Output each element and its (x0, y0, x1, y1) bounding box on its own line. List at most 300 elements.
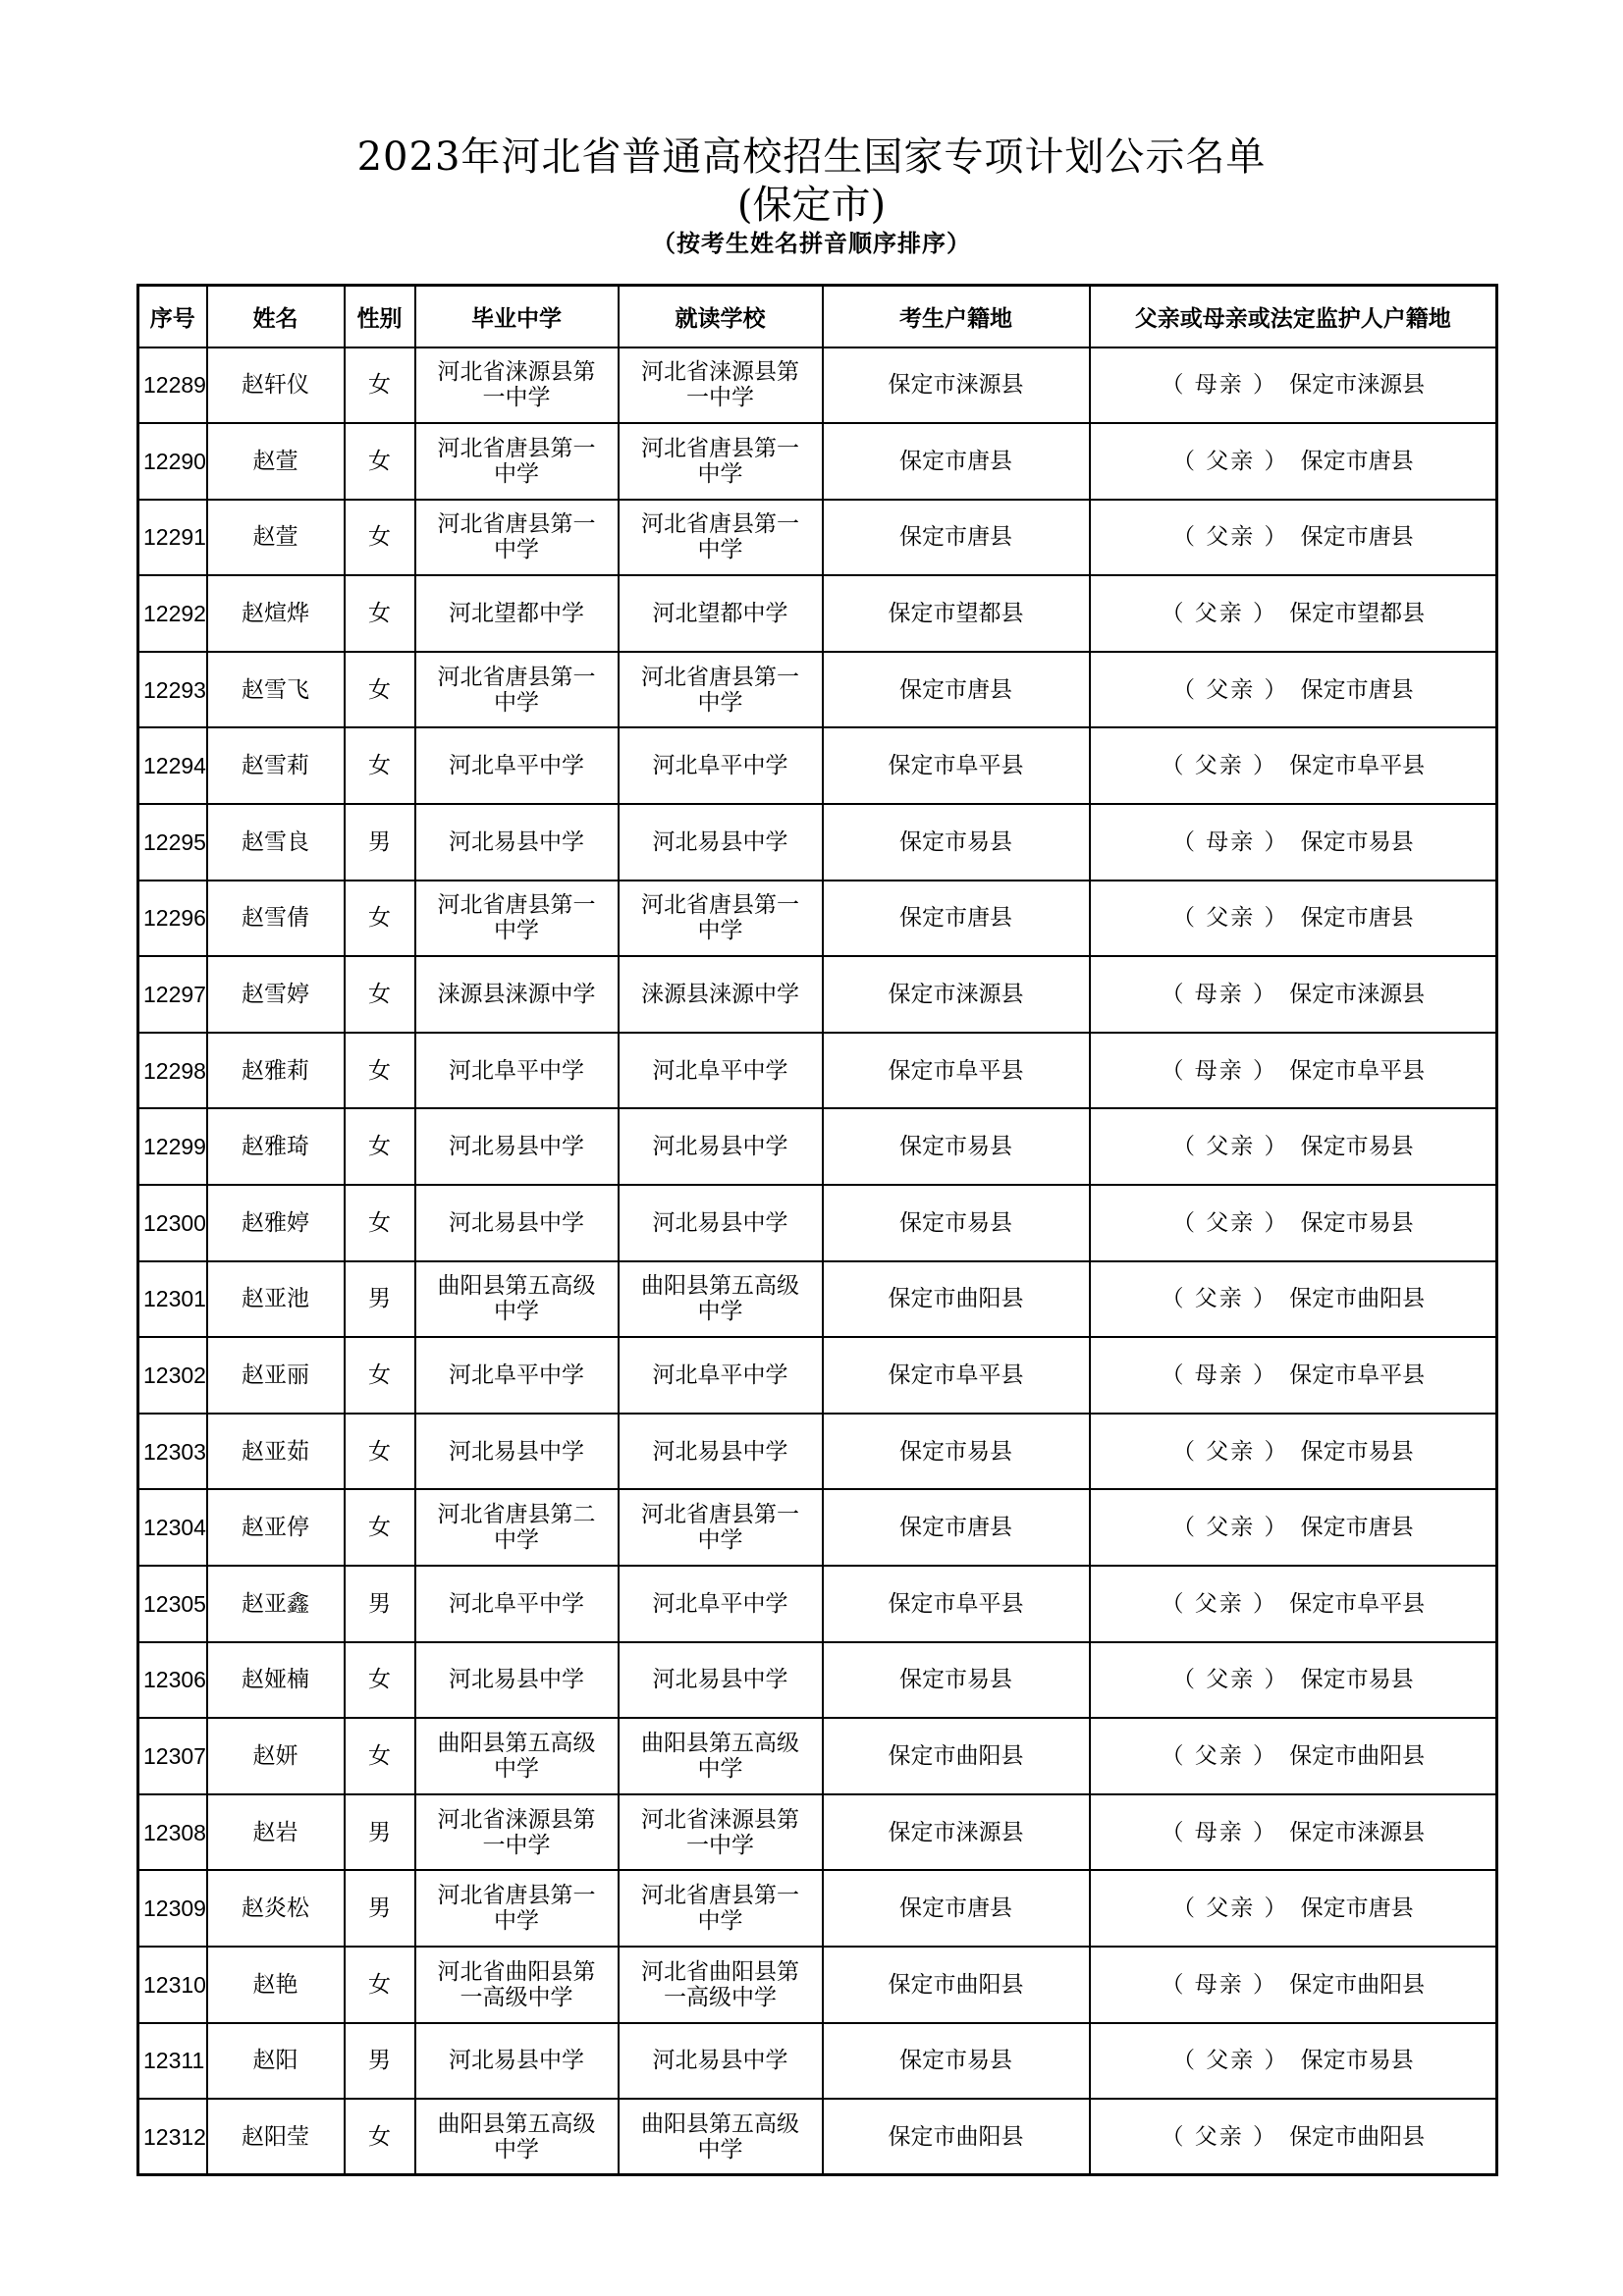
cell-study-school (619, 727, 823, 804)
cell-study-school (619, 2099, 823, 2175)
cell-name: 赵岩 (207, 1794, 345, 1871)
cell-grad-school-text: 河北阜平中学 (449, 1590, 584, 1617)
guardian-relation: （ 父亲 ） (1161, 1590, 1278, 1617)
cell-gender: 女 (345, 727, 415, 804)
cell-study-school-text: 河北阜平中学 (652, 1057, 788, 1084)
table-row (138, 2099, 1497, 2175)
col-header-id: 序号 (138, 286, 207, 347)
cell-grad-school (415, 2099, 619, 2175)
cell-grad-school-text: 河北省唐县第一中学 (437, 511, 596, 563)
cell-gender: 女 (345, 1414, 415, 1490)
cell-guardian-household (1090, 1033, 1497, 1109)
cell-grad-school-text: 河北省涞源县第一中学 (437, 359, 596, 411)
cell-study-school (619, 1185, 823, 1261)
guardian-place: 保定市易县 (1300, 1209, 1414, 1236)
guardian-relation: （ 父亲 ） (1171, 676, 1289, 703)
cell-study-school-text: 河北省唐县第一中学 (641, 1883, 799, 1935)
cell-grad-school (415, 1033, 619, 1109)
guardian-relation: （ 父亲 ） (1161, 601, 1278, 627)
cell-grad-school-text: 曲阳县第五高级中学 (437, 1730, 596, 1782)
cell-guardian-household (1090, 575, 1497, 652)
cell-study-school-text: 河北省曲阳县第一高级中学 (641, 1958, 799, 2010)
cell-gender: 女 (345, 881, 415, 957)
cell-name: 赵轩仪 (207, 347, 345, 424)
guardian-place: 保定市唐县 (1300, 1515, 1414, 1541)
cell-study-school-text: 河北易县中学 (652, 828, 788, 855)
cell-grad-school-text: 河北易县中学 (449, 1209, 584, 1236)
table-row (138, 347, 1497, 424)
cell-grad-school (415, 727, 619, 804)
table-row (138, 423, 1497, 500)
cell-study-school (619, 804, 823, 881)
cell-gender: 女 (345, 575, 415, 652)
guardian-place: 保定市易县 (1300, 1667, 1414, 1693)
cell-name: 赵艳 (207, 1947, 345, 2023)
table-header-row (138, 286, 1497, 347)
cell-guardian-household (1090, 1642, 1497, 1719)
cell-gender: 女 (345, 1337, 415, 1414)
cell-study-school (619, 1033, 823, 1109)
guardian-place: 保定市曲阳县 (1289, 1971, 1426, 1998)
cell-household: 保定市易县 (823, 2023, 1090, 2100)
cell-study-school (619, 347, 823, 424)
cell-study-school-text: 河北阜平中学 (652, 1590, 788, 1617)
cell-gender: 女 (345, 956, 415, 1033)
guardian-relation: （ 母亲 ） (1161, 1057, 1278, 1084)
guardian-place: 保定市唐县 (1300, 448, 1414, 474)
cell-study-school (619, 1566, 823, 1642)
cell-id: 12297 (138, 956, 207, 1033)
guardian-relation: （ 父亲 ） (1171, 1209, 1289, 1236)
cell-household: 保定市阜平县 (823, 727, 1090, 804)
cell-gender: 男 (345, 1566, 415, 1642)
cell-study-school-text: 曲阳县第五高级中学 (641, 1273, 799, 1325)
cell-guardian-household (1090, 2023, 1497, 2100)
cell-name: 赵亚丽 (207, 1337, 345, 1414)
cell-gender: 女 (345, 1108, 415, 1185)
table-row (138, 727, 1497, 804)
cell-grad-school-text: 河北省唐县第二中学 (437, 1502, 596, 1554)
guardian-place: 保定市易县 (1300, 2048, 1414, 2074)
cell-grad-school (415, 956, 619, 1033)
cell-name: 赵雪良 (207, 804, 345, 881)
cell-grad-school-text: 河北省唐县第一中学 (437, 892, 596, 944)
cell-grad-school (415, 1566, 619, 1642)
cell-name: 赵雅莉 (207, 1033, 345, 1109)
cell-grad-school (415, 652, 619, 728)
table-row (138, 956, 1497, 1033)
cell-grad-school (415, 1947, 619, 2023)
guardian-place: 保定市易县 (1300, 1438, 1414, 1465)
cell-name: 赵炎松 (207, 1870, 345, 1947)
page-subtitle: (保定市) (736, 183, 887, 228)
cell-study-school-text: 河北易县中学 (652, 1134, 788, 1160)
cell-study-school-text: 河北望都中学 (652, 601, 788, 627)
cell-id: 12306 (138, 1642, 207, 1719)
guardian-relation: （ 父亲 ） (1171, 1438, 1289, 1465)
cell-study-school (619, 1718, 823, 1794)
cell-guardian-household (1090, 1718, 1497, 1794)
cell-name: 赵煊烨 (207, 575, 345, 652)
cell-name: 赵阳 (207, 2023, 345, 2100)
guardian-place: 保定市涞源县 (1289, 372, 1426, 399)
cell-name: 赵萱 (207, 423, 345, 500)
guardian-relation: （ 母亲 ） (1161, 1362, 1278, 1389)
cell-household: 保定市望都县 (823, 575, 1090, 652)
cell-grad-school-text: 河北易县中学 (449, 1134, 584, 1160)
table-row (138, 1870, 1497, 1947)
cell-gender: 女 (345, 652, 415, 728)
cell-name: 赵雅琦 (207, 1108, 345, 1185)
cell-grad-school (415, 1337, 619, 1414)
guardian-relation: （ 父亲 ） (1161, 1742, 1278, 1769)
guardian-place: 保定市涞源县 (1289, 1819, 1426, 1845)
cell-name: 赵雪倩 (207, 881, 345, 957)
cell-gender: 男 (345, 804, 415, 881)
cell-id: 12307 (138, 1718, 207, 1794)
cell-study-school-text: 河北省唐县第一中学 (641, 1502, 799, 1554)
cell-study-school-text: 河北省唐县第一中学 (641, 892, 799, 944)
guardian-relation: （ 父亲 ） (1161, 2123, 1278, 2150)
table-row (138, 1947, 1497, 2023)
cell-grad-school (415, 804, 619, 881)
cell-study-school-text: 曲阳县第五高级中学 (641, 2110, 799, 2163)
cell-id: 12310 (138, 1947, 207, 2023)
table-row (138, 881, 1497, 957)
cell-id: 12301 (138, 1261, 207, 1338)
cell-id: 12296 (138, 881, 207, 957)
cell-grad-school (415, 1642, 619, 1719)
col-header-gender: 性别 (345, 286, 415, 347)
cell-study-school (619, 1489, 823, 1566)
cell-household: 保定市唐县 (823, 1489, 1090, 1566)
guardian-place: 保定市阜平县 (1289, 1590, 1426, 1617)
guardian-place: 保定市阜平县 (1289, 753, 1426, 779)
cell-household: 保定市易县 (823, 804, 1090, 881)
guardian-place: 保定市曲阳县 (1289, 2123, 1426, 2150)
cell-name: 赵亚停 (207, 1489, 345, 1566)
cell-grad-school (415, 347, 619, 424)
cell-household: 保定市唐县 (823, 881, 1090, 957)
cell-grad-school (415, 881, 619, 957)
table-row (138, 1566, 1497, 1642)
cell-study-school (619, 652, 823, 728)
cell-name: 赵雪婷 (207, 956, 345, 1033)
guardian-relation: （ 母亲 ） (1161, 1819, 1278, 1845)
cell-name: 赵雅婷 (207, 1185, 345, 1261)
cell-gender: 男 (345, 1794, 415, 1871)
cell-grad-school-text: 涞源县涞源中学 (437, 982, 596, 1008)
cell-household: 保定市阜平县 (823, 1033, 1090, 1109)
cell-guardian-household (1090, 1185, 1497, 1261)
cell-id: 12303 (138, 1414, 207, 1490)
table-row (138, 1414, 1497, 1490)
cell-study-school (619, 956, 823, 1033)
cell-gender: 女 (345, 500, 415, 576)
guardian-relation: （ 父亲 ） (1171, 2048, 1289, 2074)
cell-study-school-text: 河北省唐县第一中学 (641, 664, 799, 716)
guardian-place: 保定市阜平县 (1289, 1362, 1426, 1389)
cell-guardian-household (1090, 1261, 1497, 1338)
cell-guardian-household (1090, 881, 1497, 957)
cell-guardian-household (1090, 1947, 1497, 2023)
cell-id: 12298 (138, 1033, 207, 1109)
cell-guardian-household (1090, 2099, 1497, 2175)
cell-grad-school (415, 1489, 619, 1566)
cell-household: 保定市易县 (823, 1642, 1090, 1719)
table-row (138, 1489, 1497, 1566)
table-row (138, 1185, 1497, 1261)
cell-id: 12289 (138, 347, 207, 424)
cell-study-school (619, 1414, 823, 1490)
cell-grad-school (415, 575, 619, 652)
cell-study-school (619, 500, 823, 576)
cell-guardian-household (1090, 1794, 1497, 1871)
cell-household: 保定市唐县 (823, 500, 1090, 576)
cell-study-school (619, 1870, 823, 1947)
table-row (138, 500, 1497, 576)
cell-gender: 女 (345, 347, 415, 424)
cell-household: 保定市易县 (823, 1185, 1090, 1261)
cell-study-school-text: 河北省涞源县第一中学 (641, 359, 799, 411)
cell-id: 12290 (138, 423, 207, 500)
cell-name: 赵亚茹 (207, 1414, 345, 1490)
table-row (138, 1718, 1497, 1794)
cell-name: 赵雪飞 (207, 652, 345, 728)
cell-grad-school-text: 河北省涞源县第一中学 (437, 1806, 596, 1858)
cell-study-school (619, 1947, 823, 2023)
cell-study-school (619, 881, 823, 957)
cell-id: 12293 (138, 652, 207, 728)
guardian-place: 保定市易县 (1300, 828, 1414, 855)
guardian-place: 保定市曲阳县 (1289, 1742, 1426, 1769)
col-header-household: 考生户籍地 (823, 286, 1090, 347)
cell-study-school-text: 河北阜平中学 (652, 753, 788, 779)
guardian-place: 保定市唐县 (1300, 524, 1414, 551)
cell-gender: 女 (345, 1718, 415, 1794)
cell-study-school-text: 河北易县中学 (652, 1438, 788, 1465)
cell-study-school-text: 曲阳县第五高级中学 (641, 1730, 799, 1782)
cell-study-school-text: 河北阜平中学 (652, 1362, 788, 1389)
cell-grad-school-text: 河北阜平中学 (449, 753, 584, 779)
cell-grad-school-text: 河北省唐县第一中学 (437, 664, 596, 716)
cell-grad-school-text: 河北望都中学 (449, 601, 584, 627)
col-header-guardian-household: 父亲或母亲或法定监护人户籍地 (1090, 286, 1497, 347)
cell-id: 12309 (138, 1870, 207, 1947)
col-header-grad-school: 毕业中学 (415, 286, 619, 347)
cell-id: 12294 (138, 727, 207, 804)
table-row (138, 1108, 1497, 1185)
guardian-place: 保定市唐县 (1300, 905, 1414, 932)
cell-grad-school-text: 河北阜平中学 (449, 1057, 584, 1084)
cell-grad-school-text: 河北阜平中学 (449, 1362, 584, 1389)
cell-grad-school (415, 1185, 619, 1261)
cell-id: 12311 (138, 2023, 207, 2100)
guardian-place: 保定市唐县 (1300, 1896, 1414, 1922)
cell-grad-school-text: 河北易县中学 (449, 1667, 584, 1693)
cell-guardian-household (1090, 1414, 1497, 1490)
cell-guardian-household (1090, 727, 1497, 804)
cell-grad-school-text: 河北易县中学 (449, 1438, 584, 1465)
cell-study-school (619, 1261, 823, 1338)
cell-household: 保定市涞源县 (823, 956, 1090, 1033)
cell-gender: 女 (345, 1033, 415, 1109)
cell-gender: 女 (345, 1185, 415, 1261)
cell-guardian-household (1090, 1337, 1497, 1414)
guardian-relation: （ 父亲 ） (1171, 1896, 1289, 1922)
cell-household: 保定市唐县 (823, 1870, 1090, 1947)
cell-household: 保定市唐县 (823, 652, 1090, 728)
guardian-place: 保定市涞源县 (1289, 982, 1426, 1008)
cell-name: 赵娅楠 (207, 1642, 345, 1719)
cell-gender: 女 (345, 1947, 415, 2023)
cell-study-school-text: 涞源县涞源中学 (641, 982, 799, 1008)
table-row (138, 575, 1497, 652)
guardian-relation: （ 母亲 ） (1161, 1971, 1278, 1998)
cell-study-school (619, 423, 823, 500)
cell-study-school-text: 河北易县中学 (652, 2048, 788, 2074)
cell-name: 赵雪莉 (207, 727, 345, 804)
cell-name: 赵亚鑫 (207, 1566, 345, 1642)
cell-id: 12308 (138, 1794, 207, 1871)
cell-household: 保定市阜平县 (823, 1337, 1090, 1414)
cell-grad-school-text: 曲阳县第五高级中学 (437, 1273, 596, 1325)
cell-study-school-text: 河北易县中学 (652, 1209, 788, 1236)
guardian-place: 保定市曲阳县 (1289, 1286, 1426, 1312)
cell-id: 12304 (138, 1489, 207, 1566)
cell-study-school (619, 1108, 823, 1185)
guardian-place: 保定市唐县 (1300, 676, 1414, 703)
table-row (138, 1642, 1497, 1719)
cell-id: 12300 (138, 1185, 207, 1261)
cell-id: 12305 (138, 1566, 207, 1642)
cell-id: 12302 (138, 1337, 207, 1414)
cell-guardian-household (1090, 1108, 1497, 1185)
cell-household: 保定市涞源县 (823, 347, 1090, 424)
cell-grad-school-text: 曲阳县第五高级中学 (437, 2110, 596, 2163)
cell-grad-school-text: 河北省曲阳县第一高级中学 (437, 1958, 596, 2010)
guardian-relation: （ 父亲 ） (1171, 1134, 1289, 1160)
cell-household: 保定市阜平县 (823, 1566, 1090, 1642)
cell-household: 保定市唐县 (823, 423, 1090, 500)
cell-guardian-household (1090, 500, 1497, 576)
cell-grad-school-text: 河北省唐县第一中学 (437, 1883, 596, 1935)
guardian-place: 保定市阜平县 (1289, 1057, 1426, 1084)
page-title: 2023年河北省普通高校招生国家专项计划公示名单 (356, 134, 1267, 180)
sort-note: （按考生姓名拼音顺序排序） (652, 230, 971, 257)
cell-grad-school (415, 1261, 619, 1338)
cell-gender: 男 (345, 2023, 415, 2100)
cell-guardian-household (1090, 1870, 1497, 1947)
cell-guardian-household (1090, 1566, 1497, 1642)
cell-household: 保定市易县 (823, 1108, 1090, 1185)
table-row (138, 1794, 1497, 1871)
cell-id: 12299 (138, 1108, 207, 1185)
cell-grad-school-text: 河北省唐县第一中学 (437, 435, 596, 487)
table-row (138, 2023, 1497, 2100)
table-row (138, 1261, 1497, 1338)
cell-study-school (619, 1337, 823, 1414)
cell-name: 赵妍 (207, 1718, 345, 1794)
cell-study-school (619, 575, 823, 652)
cell-guardian-household (1090, 956, 1497, 1033)
guardian-relation: （ 父亲 ） (1171, 448, 1289, 474)
cell-name: 赵萱 (207, 500, 345, 576)
cell-household: 保定市易县 (823, 1414, 1090, 1490)
table-row (138, 804, 1497, 881)
cell-gender: 女 (345, 2099, 415, 2175)
cell-study-school-text: 河北省涞源县第一中学 (641, 1806, 799, 1858)
guardian-place: 保定市望都县 (1289, 601, 1426, 627)
cell-name: 赵亚池 (207, 1261, 345, 1338)
guardian-relation: （ 父亲 ） (1171, 1515, 1289, 1541)
cell-grad-school-text: 河北易县中学 (449, 828, 584, 855)
guardian-relation: （ 父亲 ） (1171, 905, 1289, 932)
cell-guardian-household (1090, 423, 1497, 500)
cell-study-school (619, 2023, 823, 2100)
cell-grad-school (415, 1718, 619, 1794)
guardian-relation: （ 父亲 ） (1161, 1286, 1278, 1312)
col-header-name: 姓名 (207, 286, 345, 347)
cell-id: 12292 (138, 575, 207, 652)
guardian-relation: （ 父亲 ） (1171, 524, 1289, 551)
cell-household: 保定市曲阳县 (823, 1718, 1090, 1794)
cell-grad-school (415, 1414, 619, 1490)
cell-study-school-text: 河北省唐县第一中学 (641, 435, 799, 487)
cell-household: 保定市涞源县 (823, 1794, 1090, 1871)
cell-gender: 女 (345, 423, 415, 500)
guardian-relation: （ 母亲 ） (1161, 372, 1278, 399)
cell-grad-school-text: 河北易县中学 (449, 2048, 584, 2074)
cell-gender: 男 (345, 1870, 415, 1947)
cell-grad-school (415, 1870, 619, 1947)
cell-guardian-household (1090, 804, 1497, 881)
cell-id: 12291 (138, 500, 207, 576)
guardian-relation: （ 父亲 ） (1171, 1667, 1289, 1693)
guardian-place: 保定市易县 (1300, 1134, 1414, 1160)
cell-gender: 女 (345, 1642, 415, 1719)
cell-study-school (619, 1642, 823, 1719)
cell-household: 保定市曲阳县 (823, 1947, 1090, 2023)
roster-table (136, 284, 1498, 2176)
cell-gender: 男 (345, 1261, 415, 1338)
cell-household: 保定市曲阳县 (823, 1261, 1090, 1338)
table-row (138, 1033, 1497, 1109)
table-body (138, 347, 1497, 2175)
cell-grad-school (415, 2023, 619, 2100)
cell-grad-school (415, 500, 619, 576)
table-row (138, 1337, 1497, 1414)
cell-guardian-household (1090, 652, 1497, 728)
cell-grad-school (415, 1108, 619, 1185)
guardian-relation: （ 父亲 ） (1161, 753, 1278, 779)
cell-study-school (619, 1794, 823, 1871)
cell-guardian-household (1090, 347, 1497, 424)
col-header-study-school: 就读学校 (619, 286, 823, 347)
guardian-relation: （ 母亲 ） (1161, 982, 1278, 1008)
guardian-relation: （ 母亲 ） (1171, 828, 1289, 855)
cell-gender: 女 (345, 1489, 415, 1566)
cell-id: 12295 (138, 804, 207, 881)
table-row (138, 652, 1497, 728)
cell-id: 12312 (138, 2099, 207, 2175)
cell-guardian-household (1090, 1489, 1497, 1566)
cell-grad-school (415, 1794, 619, 1871)
cell-name: 赵阳莹 (207, 2099, 345, 2175)
cell-household: 保定市曲阳县 (823, 2099, 1090, 2175)
cell-study-school-text: 河北省唐县第一中学 (641, 511, 799, 563)
cell-study-school-text: 河北易县中学 (652, 1667, 788, 1693)
